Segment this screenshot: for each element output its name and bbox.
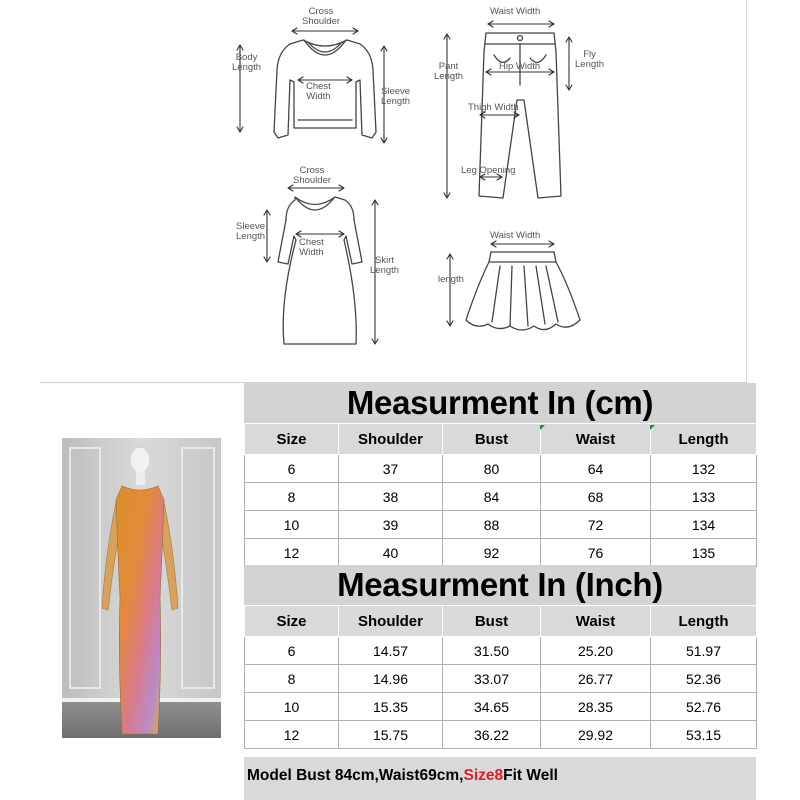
skirt-sketch — [466, 252, 580, 330]
table-cell: 39 — [339, 511, 443, 539]
top-body-length-label: Body Length — [232, 52, 262, 73]
table-cell: 135 — [651, 539, 757, 567]
table-cell: 6 — [245, 637, 339, 665]
table-cell: 72 — [541, 511, 651, 539]
model-photo-panel — [40, 383, 244, 800]
garment-sketches — [40, 0, 746, 382]
size-chart — [244, 383, 756, 800]
table-cell: 15.35 — [339, 693, 443, 721]
model-fit-prefix: Model Bust 84cm,Waist69cm, — [247, 767, 464, 784]
table-cell: 88 — [443, 511, 541, 539]
model-fit-suffix: Fit Well — [503, 767, 558, 784]
pants-waist-width-label: Waist Width — [490, 6, 541, 17]
dress-skirt-length-label: Skirt Length — [370, 255, 400, 276]
inch-header-shoulder: Shoulder — [339, 606, 443, 637]
skirt-length-label: length — [438, 274, 464, 285]
cm-table-title: Measurment In (cm) — [244, 383, 756, 423]
pants-leg-opening-label: Leg Opening — [461, 165, 516, 176]
pants-fly-length-label: Fly Length — [575, 49, 605, 70]
dress-sketch — [278, 197, 362, 344]
table-row — [245, 637, 757, 665]
table-row — [245, 693, 757, 721]
table-cell: 134 — [651, 511, 757, 539]
table-row — [245, 511, 757, 539]
table-row — [245, 483, 757, 511]
table-cell: 14.96 — [339, 665, 443, 693]
dress-cross-shoulder-label: Cross Shoulder — [293, 165, 332, 186]
top-sleeve-length-label: Sleeve Length — [381, 86, 411, 107]
cm-header-bust: Bust — [443, 424, 541, 455]
table-cell: 80 — [443, 455, 541, 483]
cm-size-table — [244, 423, 757, 567]
inch-header-waist: Waist — [541, 606, 651, 637]
table-row — [245, 455, 757, 483]
table-cell: 33.07 — [443, 665, 541, 693]
cell-corner-mark — [540, 425, 545, 430]
table-cell: 64 — [541, 455, 651, 483]
table-cell: 25.20 — [541, 637, 651, 665]
cell-corner-mark — [650, 425, 655, 430]
table-cell: 37 — [339, 455, 443, 483]
table-cell: 132 — [651, 455, 757, 483]
table-cell: 6 — [245, 455, 339, 483]
skirt-waist-width-label: Waist Width — [490, 230, 541, 241]
table-cell: 76 — [541, 539, 651, 567]
table-cell: 10 — [245, 693, 339, 721]
table-cell: 8 — [245, 483, 339, 511]
top-chest-width-label: Chest Width — [306, 81, 331, 102]
table-cell: 52.76 — [651, 693, 757, 721]
table-cell: 29.92 — [541, 721, 651, 749]
dress-chest-width-label: Chest Width — [299, 237, 324, 258]
table-row — [245, 665, 757, 693]
measurement-diagram — [40, 0, 747, 383]
inch-table-title: Measurment In (Inch) — [244, 565, 756, 605]
cm-header-length: Length — [651, 424, 757, 455]
dress-sleeve-length-label: Sleeve Length — [236, 221, 266, 242]
inch-size-table — [244, 605, 757, 749]
table-cell: 26.77 — [541, 665, 651, 693]
table-cell: 133 — [651, 483, 757, 511]
table-cell: 38 — [339, 483, 443, 511]
table-cell: 68 — [541, 483, 651, 511]
inch-header-length: Length — [651, 606, 757, 637]
table-cell: 84 — [443, 483, 541, 511]
inch-header-size: Size — [245, 606, 339, 637]
pants-length-label: Pant Length — [434, 61, 464, 82]
model-fit-note — [247, 767, 558, 785]
inch-header-bust: Bust — [443, 606, 541, 637]
cm-header-shoulder: Shoulder — [339, 424, 443, 455]
top-cross-shoulder-label: Cross Shoulder — [302, 6, 341, 27]
table-cell: 14.57 — [339, 637, 443, 665]
table-row — [245, 539, 757, 567]
table-cell: 28.35 — [541, 693, 651, 721]
pants-thigh-width-label: Thigh Width — [468, 102, 519, 113]
cm-header-waist: Waist — [541, 424, 651, 455]
table-cell: 36.22 — [443, 721, 541, 749]
table-cell: 12 — [245, 539, 339, 567]
table-cell: 51.97 — [651, 637, 757, 665]
cm-header-size: Size — [245, 424, 339, 455]
inch-header-row — [245, 606, 757, 637]
cm-header-row — [245, 424, 757, 455]
table-cell: 52.36 — [651, 665, 757, 693]
pants-hip-width-label: Hip Width — [499, 61, 541, 72]
table-cell: 10 — [245, 511, 339, 539]
table-cell: 12 — [245, 721, 339, 749]
table-cell: 8 — [245, 665, 339, 693]
table-cell: 40 — [339, 539, 443, 567]
table-cell: 15.75 — [339, 721, 443, 749]
table-cell: 53.15 — [651, 721, 757, 749]
table-cell: 31.50 — [443, 637, 541, 665]
table-cell: 34.65 — [443, 693, 541, 721]
table-cell: 92 — [443, 539, 541, 567]
model-photo — [62, 438, 221, 738]
table-row — [245, 721, 757, 749]
model-fit-size: Size8 — [463, 767, 504, 784]
